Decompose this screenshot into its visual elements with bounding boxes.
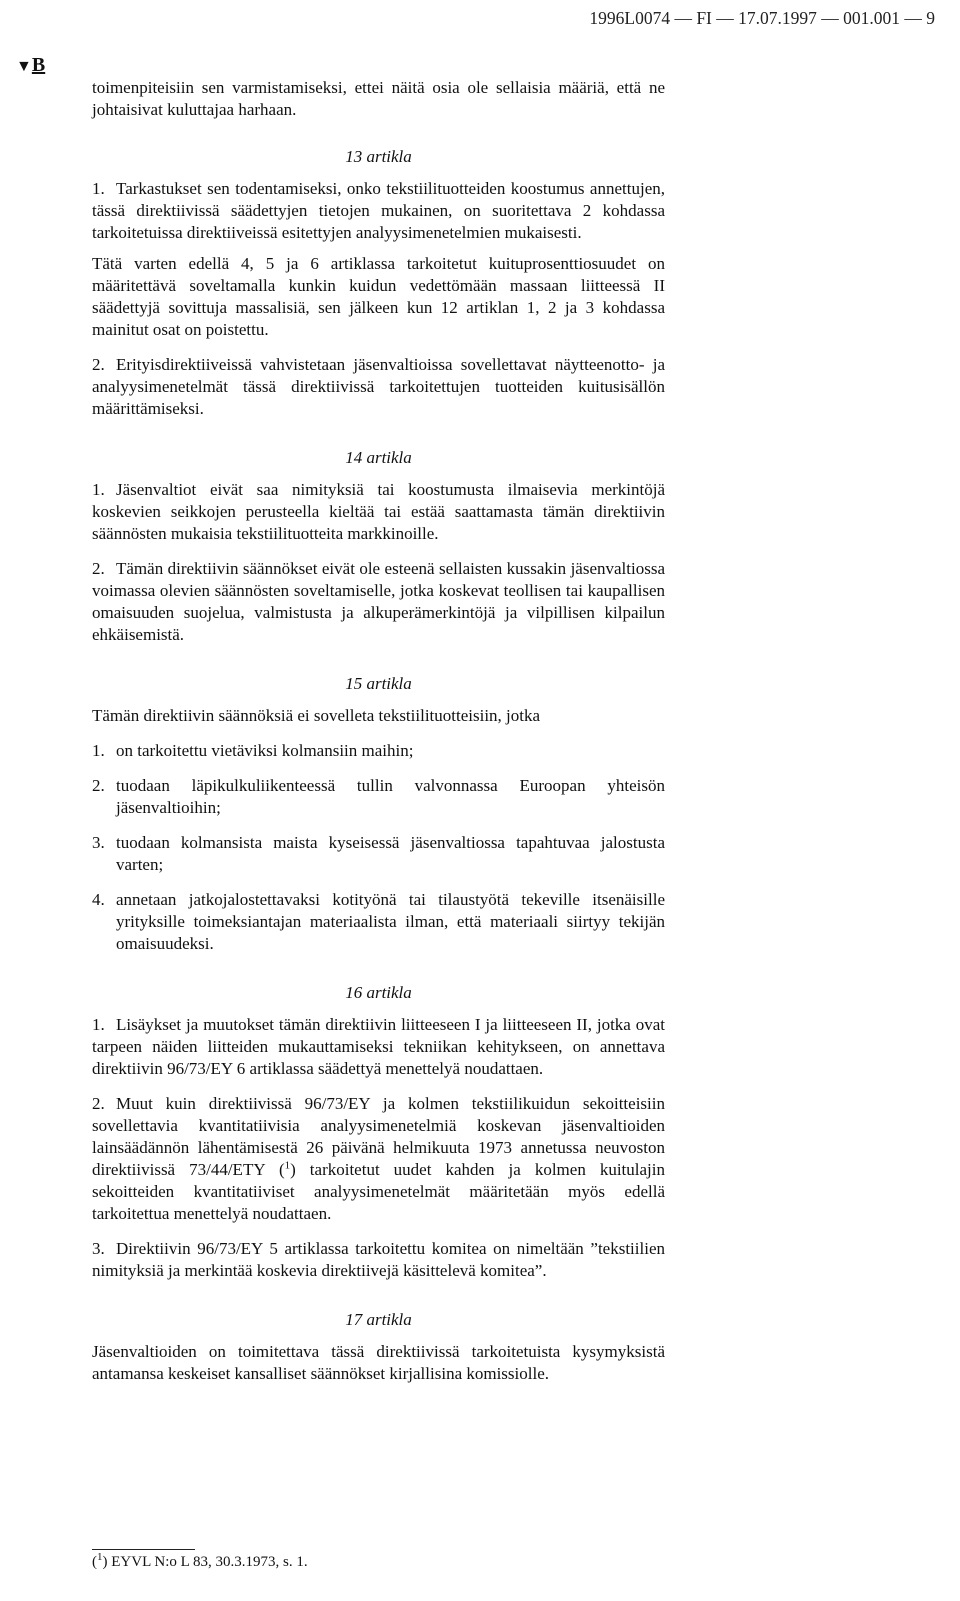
marker-label: B (31, 54, 46, 76)
paragraph-text-b: ) tarkoitetut uudet kahden ja kolmen kuitulajin sekoitteiden kvantitatiiviset analyysimenetelmät määritetään myös edellä tarkoitettua menettelyä noudattaen. (92, 1160, 665, 1223)
footnote-text: EYVL N:o L 83, 30.3.1973, s. 1. (111, 1554, 308, 1570)
list-item-number: 2. (92, 776, 105, 795)
paragraph-number: 1. (92, 179, 105, 198)
list-item (92, 740, 665, 762)
paragraph-number: 2. (92, 559, 105, 578)
list-item-number: 1. (92, 741, 105, 760)
article-14-paragraph-1 (92, 479, 665, 545)
footnote-marker: 1 (97, 1551, 103, 1563)
document-header: 1996L0074 — FI — 17.07.1997 — 001.001 — 9 (589, 8, 935, 28)
article-15-lead: Tämän direktiivin säännöksiä ei sovelleta tekstiilituotteisiin, jotka (92, 706, 541, 725)
article-15-title: 15 artikla (345, 674, 412, 693)
triangle-down-icon: ▼ (16, 58, 32, 75)
paragraph-text-a: Muut kuin direktiivissä 96/73/EY ja kolmen tekstiilikuidun sekoitteisiin sovellettavia kvantitatiivisia analyysimenetelmiä koskevan jäsenvaltioiden lainsäädännön lähentämisestä 26 päivänä helmikuuta 1973 annetussa neuvoston direktiivissä 73/44/ETY ( (92, 1094, 665, 1179)
list-item-number: 4. (92, 890, 105, 909)
paragraph-text: Tarkastukset sen todentamiseksi, onko tekstiilituotteiden koostumus annettujen, tässä direktiivissä säädettyjen tietojen mukainen, on suoritettava 2 kohdassa tarkoitetuissa direktiiveissä esitettyjen analyysimenetelmien mukaisesti. (92, 179, 665, 242)
article-17-paragraph: Jäsenvaltioiden on toimitettava tässä direktiivissä tarkoitetuista kysymyksistä antamansa keskeiset kansalliset säännökset kirjallisina komissiolle. (92, 1342, 665, 1383)
article-16-title: 16 artikla (345, 983, 412, 1002)
paragraph-text: Jäsenvaltiot eivät saa nimityksiä tai koostumusta ilmaisevia merkintöjä koskevien seikkojen perusteella kieltää tai estää saattamasta tämän direktiivin säännösten mukaisia tekstiilituotteita markkinoille. (92, 480, 665, 543)
article-13-title: 13 artikla (345, 147, 412, 166)
paragraph-number: 1. (92, 480, 105, 499)
paragraph-text: Direktiivin 96/73/EY 5 artiklassa tarkoitettu komitea on nimeltään ”tekstiilien nimityksiä ja merkintää koskevia direktiivejä käsittelevä komitea”. (92, 1239, 665, 1280)
footnote-open-paren: ( (92, 1554, 97, 1570)
article-16-paragraph-1 (92, 1014, 665, 1080)
list-item (92, 889, 665, 955)
paragraph-number: 2. (92, 1094, 105, 1113)
article-13-paragraph-1b: Tätä varten edellä 4, 5 ja 6 artiklassa tarkoitetut kuituprosenttiosuudet on määritettävä soveltamalla kunkin kuidun vedettömään massaan liitteessä II säädettyjä sovittuja massalisiä, sen jälkeen kun 12 artiklan 1, 2 ja 3 kohdassa mainitut osat on poistettu. (92, 254, 665, 339)
paragraph-number: 3. (92, 1239, 105, 1258)
paragraph-text: Lisäykset ja muutokset tämän direktiivin liitteeseen I ja liitteeseen II, jotka ovat tarpeen näiden liitteiden mukauttamiseksi tekniikan kehitykseen, on annettava direktiivin 96/73/EY 6 artiklassa säädettyä menettelyä noudattaen. (92, 1015, 665, 1078)
paragraph-number: 1. (92, 1015, 105, 1034)
paragraph-number: 2. (92, 355, 105, 374)
list-item-text: tuodaan läpikulkuliikenteessä tullin valvonnassa Euroopan yhteisön jäsenvaltioihin; (116, 776, 665, 817)
list-item-text: on tarkoitettu vietäviksi kolmansiin maihin; (116, 741, 414, 760)
article-17-title: 17 artikla (345, 1310, 412, 1329)
footnote-divider (92, 1549, 195, 1550)
article-13-paragraph-1 (92, 178, 665, 244)
paragraph-text: Tämän direktiivin säännökset eivät ole esteenä sellaisten kussakin jäsenvaltiossa voimassa olevien säännösten soveltamiselle, jotka koskevat teollisen tai kaupallisen omaisuuden suojelua, valmistusta ja alkuperämerkintöjä ja vilpillisen kilpailun ehkäisemistä. (92, 559, 665, 644)
footnote-reference[interactable]: 1 (284, 1159, 291, 1172)
footnote (92, 1551, 308, 1571)
footnote-close-paren: ) (102, 1554, 108, 1570)
consolidation-marker (16, 54, 45, 77)
article-16-paragraph-3 (92, 1238, 665, 1282)
article-14-paragraph-2 (92, 558, 665, 646)
intro-paragraph: toimenpiteisiin sen varmistamiseksi, ettei näitä osia ole sellaisia määriä, että ne johtaisivat kuluttajaa harhaan. (92, 78, 665, 119)
list-item (92, 832, 665, 876)
article-13-paragraph-2 (92, 354, 665, 420)
paragraph-text: Erityisdirektiiveissä vahvistetaan jäsenvaltioissa sovellettavat näytteenotto- ja analyysimenetelmät tässä direktiivissä tarkoitettujen tuotteiden kuitusisällön määrittämiseksi. (92, 355, 665, 418)
list-item-text: annetaan jatkojalostettavaksi kotityönä tai tilaustyötä tekeville itsenäisille yrityksille toimeksiantajan materiaalista ilman, että materiaali siirtyy tekijän omaisuudeksi. (116, 890, 665, 953)
document-body (92, 77, 665, 1398)
article-14-title: 14 artikla (345, 448, 412, 467)
list-item-number: 3. (92, 833, 105, 852)
list-item (92, 775, 665, 819)
article-16-paragraph-2 (92, 1093, 665, 1225)
list-item-text: tuodaan kolmansista maista kyseisessä jäsenvaltiossa tapahtuvaa jalostusta varten; (116, 833, 665, 874)
